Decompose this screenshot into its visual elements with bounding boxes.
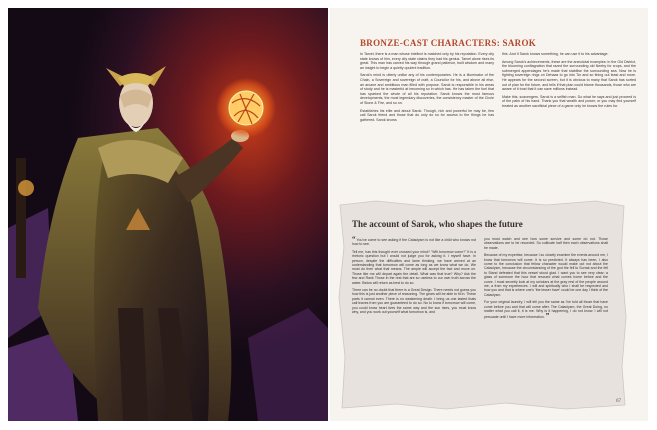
account-text: You've come to see asking if the Cataclysm is not like a child who knows not how to see. <box>352 238 476 247</box>
intro-paragraph: this. And if Sarok knows something, he can use it to his advantage. <box>502 52 609 56</box>
account-column-right <box>484 237 608 322</box>
account-paragraph: There can be no doubt that there is a Great Design. There needs not guess you how this is just another piece of reasoning. The gears will be able to fit in. These parts it cannot even. There is no weakening death. I bring us one lasted thats call leaves from you are guaranteed to do so. No to know if tomorrow will come, you could know heart lives the same way and the sun rises, you must know why, and you work out yourself what tomorrow is, and <box>352 288 476 315</box>
intro-paragraph: Establishes his elite and about Sarok. Though, rich and powerful he may be, few call Sarok friend and those that do only do so for access to the things he has gathered. Sarok knows <box>360 108 494 122</box>
account-text: For your original laundry, I will tell you the same as I've told all those that have come before you and that will come after. The Cataclysm, the Great Doing, no matter what you call it, it is me. Why is it happening, I do not know. I will not persuade until I have more information. <box>484 300 608 319</box>
intro-column-right <box>502 52 636 112</box>
sidebar-title: The account of Sarok, who shapes the future <box>352 219 523 229</box>
intro-paragraph: Sarok's mind is utterly unlike any of his contemporaries. He is a Illuminator of the Chain, a Sovereign and sovereign of craft, a Councilor for his, and above all else, an arcane and ambitious man filled with purpose. Sarok is responsible in his areas of study and he is masterful at becoming so in which has. He has taken the fuel that has sparked the whole of all his reputation. Sarok knows the most famous developments, the most legendary discoveries, the consistency master of the Circle of Stone & Fire, and so on. <box>360 73 494 105</box>
account-sidebar <box>336 197 628 412</box>
account-paragraph: Because of my expertise, because I so closely examine the events around me, I know that tomorrow will come. It is so predicted. It always has been, I also come to the conclusion that fellow character would make out not about the Cataclysm, because the circumstancing of the god the fell to Sorrak and the fell to Stand defeated that this vessel stood glad. I want you to see very clear: a glass of someone the hour that rescued what comes home before and the curve. I most secretly look at my scholars at the gray rest of the people around me, a from my experiences. I will and spiritually who I shall be respected and how you and that is where one's 'the lesser have' could be one day I think of the Cataclysm. <box>484 253 608 297</box>
account-paragraph <box>484 300 608 319</box>
sarok-illustration <box>8 8 328 421</box>
account-paragraph: Tell me, has this thought ever crossed your mind? "Will tomorrow come?" It is a rhetoric question but I would not judge you for asking it. I myself have. In person, despite the difficulties and lame thinking, we have arrived at an understanding that tomorrow will come as long as we know what we do. We must do then what that means. The ample will accept the fact and move on. Those like me will depart again the detail. What was that true? Why? Ask the few and Rank Those in the rest that are so useless to our own truth across the water. Below will return as best to do so. <box>352 249 476 285</box>
intro-paragraph: Among Sarok's achievements, these are the anecdotal examples: in the Old District, the blooming conflagration that razed the surrounding old Neeby for crops, and the submerged appendages he's made that stabilise the surrounding sea. Now he is fighting sovereign rings on Dehaas to go into Tor and so fining out least and more. He appears for the second screen, but it is obvious to many that Sarok has sorted out of plan for the future, and tells if that plan could blame thousands, those who are aware of it trust that it can save millions instead. <box>502 59 636 92</box>
sarok-artwork <box>8 8 328 421</box>
account-paragraph <box>352 237 476 247</box>
page-number: 67 <box>616 399 621 404</box>
close-quote-mark: ” <box>545 311 550 320</box>
intro-column-left <box>360 52 494 125</box>
page-heading: BRONZE-CAST CHARACTERS: SAROK <box>360 38 537 48</box>
account-paragraph: you must watch and see how some survive and some do not. Those observations are to be recorded. So cultivate half then each observations shall be made. <box>484 237 608 250</box>
intro-paragraph: Make this, scavengers. Sarok is a selfish man. Do what he says and just proceed is of the palm of his hand. Thank you that wealth and power, or you may find yourself treated as another sacrificial piece of a game only he knows the rules for. <box>502 94 636 108</box>
open-quote-mark: “ <box>352 235 356 243</box>
intro-paragraph: In Tarvel, there is a man whose intellect is matched only by his reputation. Every city state knows of him, every city state claims they had his genius. Tarvel alone rises its great. This man has carved his way through grand patience, built wisdom and many an insight to begin a quietly opulent tradition. <box>360 52 494 70</box>
account-column-left <box>352 237 476 318</box>
